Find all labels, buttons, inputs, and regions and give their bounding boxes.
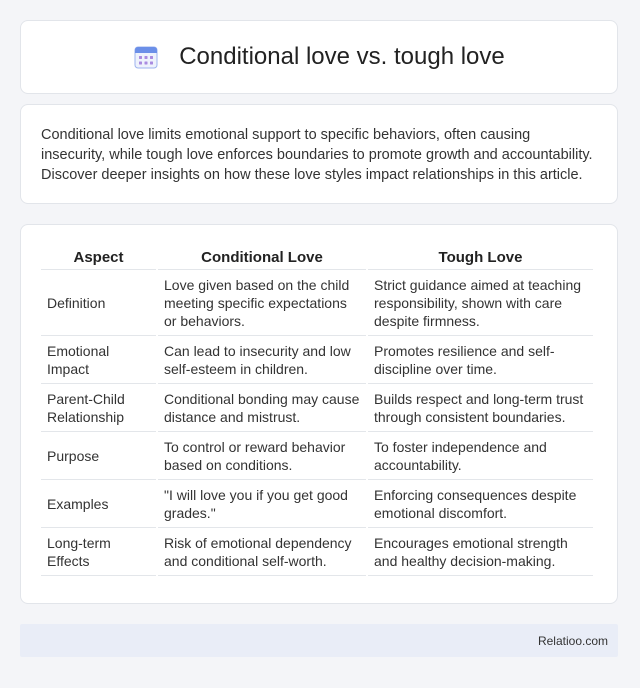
table-cell-conditional: Conditional bonding may cause distance and mistrust. [158,384,366,432]
table-cell-conditional: Risk of emotional dependency and conditional self-worth. [158,528,366,576]
footer [20,624,618,657]
table-cell-aspect: Emotional Impact [41,336,156,384]
page-title: Conditional love vs. tough love [179,43,505,70]
table-cell-aspect: Purpose [41,432,156,480]
table-row [41,270,593,336]
table-row [41,384,593,432]
table-cell-tough: To foster independence and accountability. [368,432,593,480]
table-cell-aspect: Long-term Effects [41,528,156,576]
table-cell-tough: Enforcing consequences despite emotional discomfort. [368,480,593,528]
table-cell-tough: Strict guidance aimed at teaching responsibility, shown with care despite firmness. [368,270,593,336]
table-row [41,336,593,384]
footer-brand[interactable]: Relatioo.com [537,633,608,648]
table-cell-tough: Builds respect and long-term trust through consistent boundaries. [368,384,593,432]
title-card [20,20,618,94]
table-cell-tough: Promotes resilience and self-discipline over time. [368,336,593,384]
column-header-conditional-love: Conditional Love [158,247,366,270]
table-cell-conditional: To control or reward behavior based on conditions. [158,432,366,480]
table-row [41,432,593,480]
column-header-tough-love: Tough Love [368,247,593,270]
calendar-icon [133,44,159,70]
table-cell-conditional: "I will love you if you get good grades." [158,480,366,528]
intro-card [20,104,618,204]
intro-text: Conditional love limits emotional support to specific behaviors, often causing insecurity, while tough love enforces boundaries to promote growth and accountability. Discover deeper insights on how these love styles impact relationships in this article. [41,127,593,183]
table-cell-conditional: Can lead to insecurity and low self-esteem in children. [158,336,366,384]
table-cell-conditional: Love given based on the child meeting specific expectations or behaviors. [158,270,366,336]
table-cell-aspect: Examples [41,480,156,528]
table-header-row [41,247,593,270]
comparison-table [39,247,595,576]
table-cell-aspect: Parent-Child Relationship [41,384,156,432]
table-row [41,528,593,576]
table-row [41,480,593,528]
table-cell-aspect: Definition [41,270,156,336]
table-cell-tough: Encourages emotional strength and healthy decision-making. [368,528,593,576]
comparison-table-card [20,224,618,604]
column-header-aspect: Aspect [41,247,156,270]
